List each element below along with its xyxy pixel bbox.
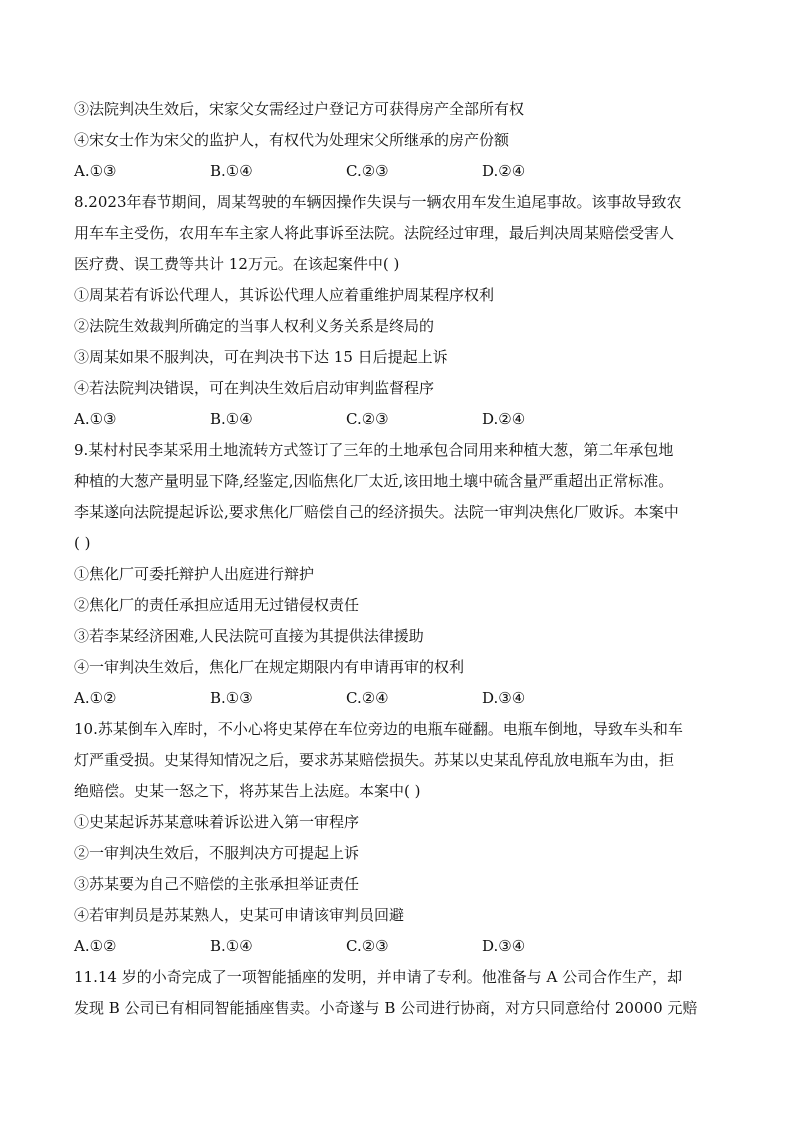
exam-page (74, 94, 722, 1024)
q11-stem-line-2: 发现 B 公司已有相同智能插座售卖。小奇遂与 B 公司进行协商，对方只同意给付 20000 元赔 (74, 999, 698, 1017)
q10-stem-line-2: 灯严重受损。史某得知情况之后，要求苏某赔偿损失。苏某以史某乱停乱放电瓶车为由，拒 (74, 751, 675, 769)
q8-stem-line-3: 医疗费、误工费等共计 12万元。在该起案件中( ) (74, 255, 400, 273)
q9-stem-line-1: 9.某村村民李某采用土地流转方式签订了三年的土地承包合同用来种植大葱，第二年承包地 (74, 441, 674, 459)
q7-statement-4: ④宋女士作为宋父的监护人，有权代为处理宋父所继承的房产份额 (74, 131, 510, 149)
q9-option-b: B.①③ (210, 689, 253, 707)
q10-stem-line-3: 绝赔偿。史某一怒之下，将苏某告上法庭。本案中( ) (74, 782, 421, 800)
q9-option-d: D.③④ (482, 689, 526, 707)
q9-stem-line-3: 李某遂向法院提起诉讼,要求焦化厂赔偿自己的经济损失。法院一审判决焦化厂败诉。本案中 (74, 503, 679, 521)
q8-statement-3: ③周某如果不服判决，可在判决书下达 15 日后提起上诉 (74, 348, 448, 366)
q7-option-d: D.②④ (482, 162, 526, 180)
q10-option-b: B.①④ (210, 937, 253, 955)
q8-statement-4: ④若法院判决错误，可在判决生效后启动审判监督程序 (74, 379, 435, 397)
q9-statement-2: ②焦化厂的责任承担应适用无过错侵权责任 (74, 596, 360, 614)
q10-statement-1: ①史某起诉苏某意味着诉讼进入第一审程序 (74, 813, 360, 831)
q8-stem-line-2: 用车车主受伤，农用车车主家人将此事诉至法院。法院经过审理，最后判决周某赔偿受害人 (74, 224, 675, 242)
q9-option-c: C.②④ (346, 689, 389, 707)
q10-options (74, 931, 722, 962)
q8-option-d: D.②④ (482, 410, 526, 428)
q8-option-b: B.①④ (210, 410, 253, 428)
q9-stem-line-2: 种植的大葱产量明显下降,经鉴定,因临焦化厂太近,该田地土壤中硫含量严重超出正常标准。 (74, 472, 674, 490)
q8-option-c: C.②③ (346, 410, 389, 428)
q7-option-c: C.②③ (346, 162, 389, 180)
q7-option-a: A.①③ (74, 162, 117, 180)
q9-statement-4: ④一审判决生效后，焦化厂在规定期限内有申请再审的权利 (74, 658, 465, 676)
q9-stem-line-4: ( ) (74, 534, 91, 552)
q9-options (74, 683, 722, 714)
q7-options (74, 156, 722, 187)
q10-option-c: C.②③ (346, 937, 389, 955)
q10-statement-3: ③苏某要为自己不赔偿的主张承担举证责任 (74, 875, 360, 893)
q11-stem-line-1: 11.14 岁的小奇完成了一项智能插座的发明，并申请了专利。他准备与 A 公司合作生产，却 (74, 968, 683, 986)
q7-statement-3: ③法院判决生效后，宋家父女需经过户登记方可获得房产全部所有权 (74, 100, 525, 118)
q8-statement-1: ①周某若有诉讼代理人，其诉讼代理人应着重维护周某程序权利 (74, 286, 495, 304)
q8-options (74, 404, 722, 435)
q8-stem-line-1: 8.2023年春节期间，周某驾驶的车辆因操作失误与一辆农用车发生追尾事故。该事故导致农 (74, 193, 682, 211)
q10-statement-4: ④若审判员是苏某熟人，史某可申请该审判员回避 (74, 906, 405, 924)
q9-option-a: A.①② (74, 689, 117, 707)
q10-statement-2: ②一审判决生效后，不服判决方可提起上诉 (74, 844, 360, 862)
q10-option-d: D.③④ (482, 937, 526, 955)
q7-option-b: B.①④ (210, 162, 253, 180)
q8-option-a: A.①③ (74, 410, 117, 428)
q9-statement-1: ①焦化厂可委托辩护人出庭进行辩护 (74, 565, 315, 583)
q9-statement-3: ③若李某经济困难,人民法院可直接为其提供法律援助 (74, 627, 424, 645)
q10-option-a: A.①② (74, 937, 117, 955)
q8-statement-2: ②法院生效裁判所确定的当事人权利义务关系是终局的 (74, 317, 435, 335)
q10-stem-line-1: 10.苏某倒车入库时，不小心将史某停在车位旁边的电瓶车碰翻。电瓶车倒地，导致车头和车 (74, 720, 683, 738)
